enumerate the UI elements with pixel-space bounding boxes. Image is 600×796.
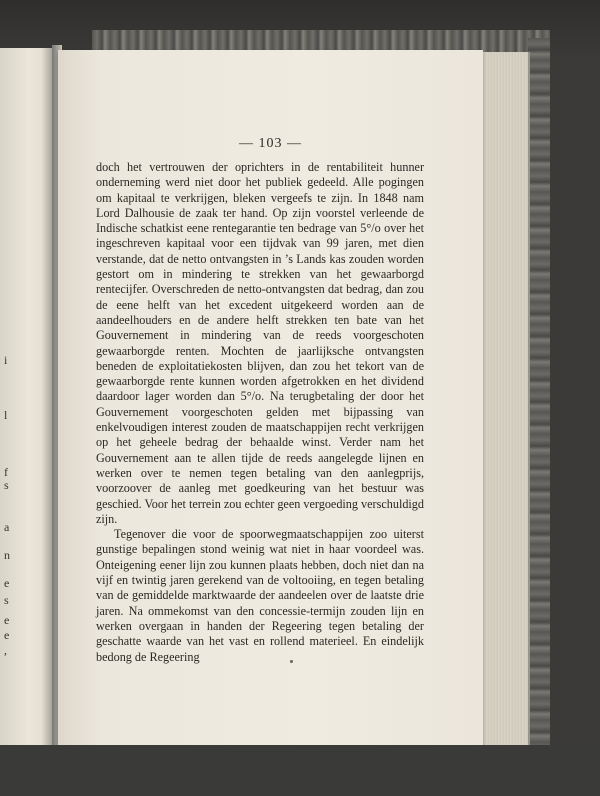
left-page-fragment: e — [4, 628, 10, 642]
page-body-text — [96, 160, 424, 665]
left-page-fragment: , — [4, 643, 7, 657]
left-page-fragment: l — [4, 408, 8, 422]
left-page-fragment: i — [4, 353, 8, 367]
left-page-fragment: s — [4, 593, 9, 607]
left-page-fragment: f — [4, 465, 8, 479]
left-page-fragment: a — [4, 520, 10, 534]
right-page — [58, 50, 483, 755]
paragraph: Tegenover die voor de spoorwegmaatschappijen zoo uiterst gunstige bepalingen stond weinig wat niet in haar voordeel was. Onteigening eener lijn zou kunnen plaats hebben, doch niet dan na vijf en twintig jaren gerekend van de voltooiing, en tegen betaling van de gemiddelde marktwaarde der aandeelen over de laatste drie jaren. Na ommekomst van den concessie-termijn zouden lijn en werken overgaan in handen der Regeering tegen betaling der geschatte waarde van het vast en rollend materieel. En eindelijk bedong de Regeering — [96, 527, 424, 664]
left-page-fragment: e — [4, 576, 10, 590]
page-number: — 103 — — [239, 136, 302, 151]
page-edges — [480, 52, 530, 757]
left-page — [0, 48, 52, 760]
book-cover-top-edge — [92, 30, 550, 52]
left-page-fragment: e — [4, 613, 10, 627]
book-cover-right-edge — [528, 38, 550, 756]
paragraph: doch het vertrouwen der oprichters in de rentabiliteit hunner onderneming werd niet door het publiek gedeeld. Alle pogingen om kapitaal te verkrijgen, bleken vergeefs te zijn. In 1848 nam Lord Dalhousie de zaak ter hand. Op zijn voorstel verleende de Indische schatkist eene rentegarantie ten bedrage van 5°/o over het ingeschreven kapitaal voor een tijdvak van 99 jaren, met dien verstande, dat de netto ontvangsten in ’s Lands kas zouden worden gestort om in mindering te strekken van het gewaarborgd rentecijfer. Overschreden de netto-ontvangsten dat bedrag, dan zou de eene helft van het excedent uitgekeerd worden aan de aandeelhouders en de andere helft strekken ten bate van het Gouvernement in mindering van de reeds voorgeschoten gewaarborgde renten. Mochten de jaarlijksche ontvangsten beneden de exploitatiekosten blijven, dan zou het tekort van de gewaarborgde rente kunnen worden afgetrokken en het dividend daardoor lager worden dan 5°/o. Na terugbetaling der door het Gouvernement voorgeschoten gelden met bijpassing van enkelvoudigen interest zouden de maatschappijen recht verkrijgen op het geheele bedrag der behaalde winst. Verder nam het Gouvernement aan te allen tijde de reeds aangelegde lijnen en werken over te nemen tegen betaling van den aanlegprijs, voorzoover de aanleg met goedkeuring van het bestuur was geschied. Voor het terrein zou echter geen vergoeding verschuldigd zijn. — [96, 160, 424, 526]
background-bottom — [0, 745, 600, 796]
left-page-fragment: s — [4, 478, 9, 492]
left-page-fragment: n — [4, 548, 10, 562]
page-speck — [290, 660, 293, 663]
